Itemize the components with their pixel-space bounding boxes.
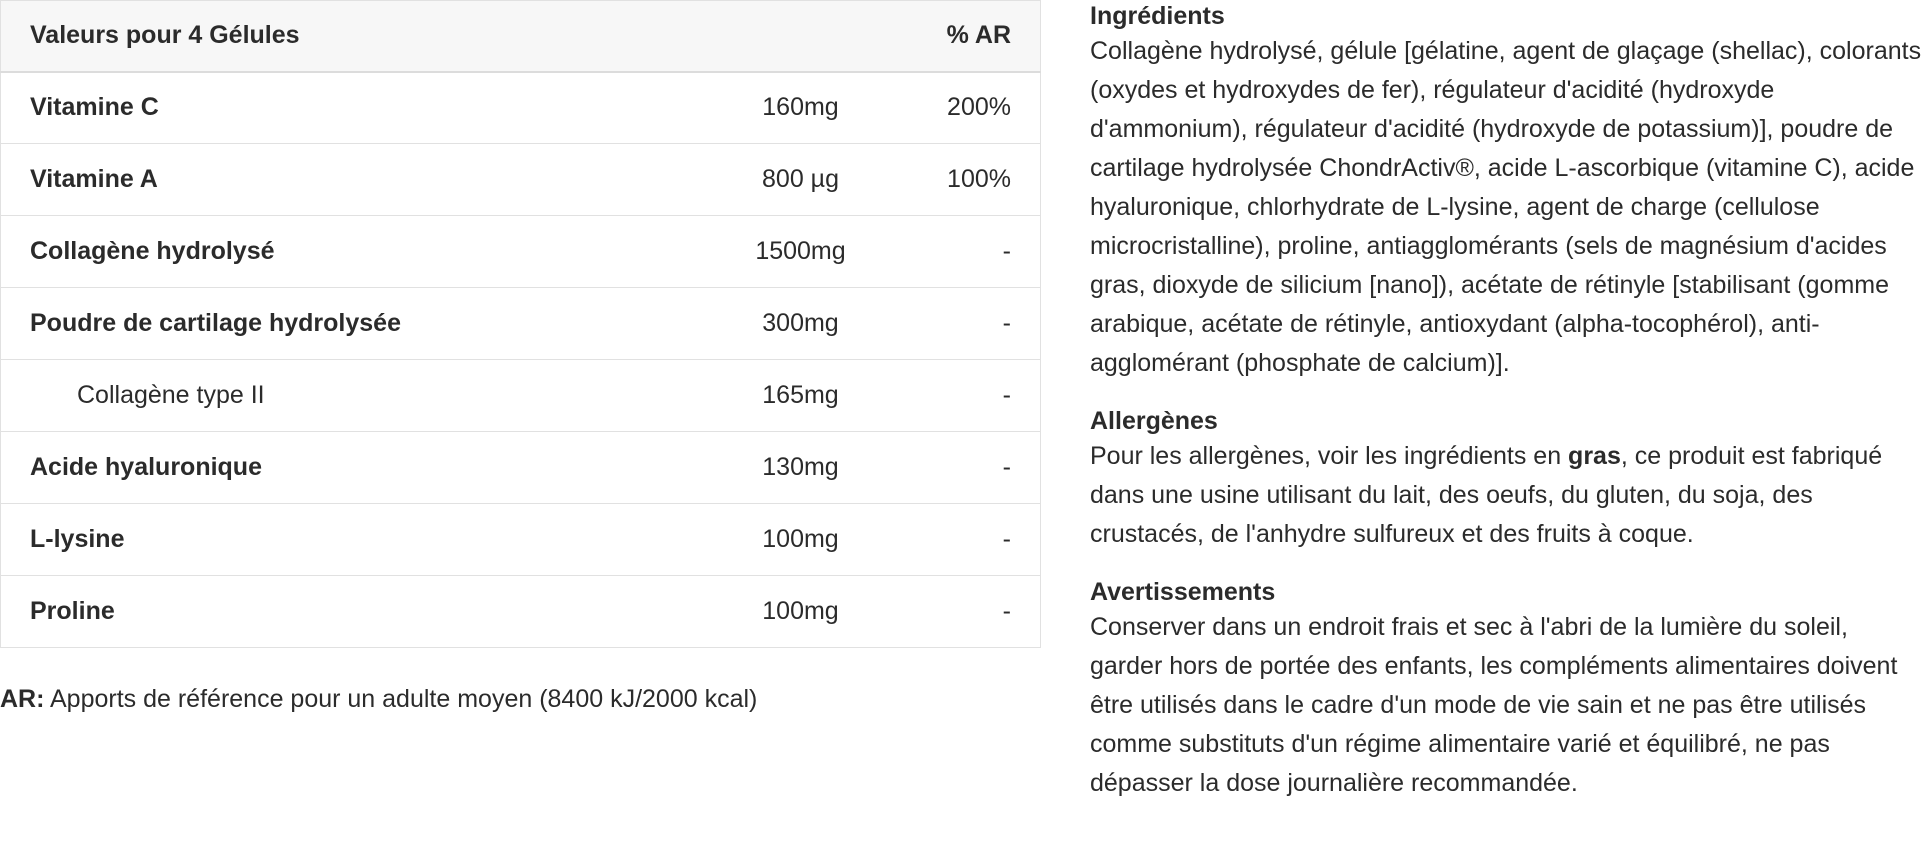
row-name: Vitamine C — [1, 72, 601, 144]
warnings-section — [1090, 576, 1926, 803]
row-ar: - — [901, 216, 1041, 288]
ingredients-section — [1090, 0, 1926, 383]
table-header-row — [1, 1, 1041, 72]
nutrition-panel — [0, 0, 1040, 648]
row-name: Vitamine A — [1, 144, 601, 216]
row-value: 165mg — [601, 360, 901, 432]
allergens-text — [1090, 437, 1926, 554]
row-ar: - — [901, 288, 1041, 360]
warnings-title: Avertissements — [1090, 578, 1276, 606]
row-name: Poudre de cartilage hydrolysée — [1, 288, 601, 360]
table-row — [1, 360, 1041, 432]
row-ar: 200% — [901, 72, 1041, 144]
table-row — [1, 72, 1041, 144]
allergens-text-before: Pour les allergènes, voir les ingrédients en — [1090, 442, 1569, 470]
row-value: 100mg — [601, 504, 901, 576]
table-row — [1, 576, 1041, 648]
ingredients-title: Ingrédients — [1090, 2, 1225, 30]
ar-footnote — [0, 685, 757, 714]
row-name: L-lysine — [1, 504, 601, 576]
table-row — [1, 288, 1041, 360]
footnote-label: AR: — [0, 685, 45, 713]
footnote-text: Apports de référence pour un adulte moyen (8400 kJ/2000 kcal) — [44, 685, 758, 713]
header-value — [601, 1, 901, 72]
table-row — [1, 504, 1041, 576]
row-ar: 100% — [901, 144, 1041, 216]
nutrition-table — [0, 0, 1041, 648]
table-row — [1, 144, 1041, 216]
row-value: 300mg — [601, 288, 901, 360]
warnings-text: Conserver dans un endroit frais et sec à l'abri de la lumière du soleil, garder hors de portée des enfants, les compléments alimentaires doivent être utilisés dans le cadre d'un mode de vie sain et ne pas être utilisés comme substituts d'un régime alimentaire varié et équilibré, ne pas dépasser la dose journalière recommandée. — [1090, 613, 1898, 797]
ingredients-text: Collagène hydrolysé, gélule [gélatine, agent de glaçage (shellac), colorants (oxydes et hydroxydes de fer), régulateur d'acidité (hydroxyde d'ammonium), régulateur d'acidité (hydroxyde de potassium)], poudre de cartilage hydrolysée ChondrActiv®, acide L-ascorbique (vitamine C), acide hyaluronique, chlorhydrate de L-lysine, agent de charge (cellulose microcristalline), proline, antiagglomérants (sels de magnésium d'acides gras, dioxyde de silicium [nano]), acétate de rétinyle [stabilisant (gomme arabique, acétate de rétinyle, antioxydant (alpha-tocophérol), anti-agglomérant (phosphate de calcium)]. — [1090, 37, 1922, 377]
allergens-text-after: , ce produit est fabriqué dans une usine utilisant du lait, des oeufs, du gluten, du soja, des crustacés, de l'anhydre sulfureux et des fruits à coque. — [1090, 442, 1883, 548]
row-value: 800 µg — [601, 144, 901, 216]
row-value: 100mg — [601, 576, 901, 648]
row-ar: - — [901, 360, 1041, 432]
row-value: 1500mg — [601, 216, 901, 288]
product-info — [1090, 0, 1926, 803]
row-name: Acide hyaluronique — [1, 432, 601, 504]
header-name: Valeurs pour 4 Gélules — [1, 1, 601, 72]
row-name: Collagène type II — [1, 360, 601, 432]
header-ar: % AR — [901, 1, 1041, 72]
row-ar: - — [901, 504, 1041, 576]
row-ar: - — [901, 432, 1041, 504]
row-ar: - — [901, 576, 1041, 648]
row-value: 130mg — [601, 432, 901, 504]
row-name: Proline — [1, 576, 601, 648]
row-name: Collagène hydrolysé — [1, 216, 601, 288]
allergens-section — [1090, 405, 1926, 554]
table-row — [1, 432, 1041, 504]
allergens-bold-word: gras — [1568, 442, 1621, 470]
row-value: 160mg — [601, 72, 901, 144]
allergens-title: Allergènes — [1090, 407, 1218, 435]
table-row — [1, 216, 1041, 288]
